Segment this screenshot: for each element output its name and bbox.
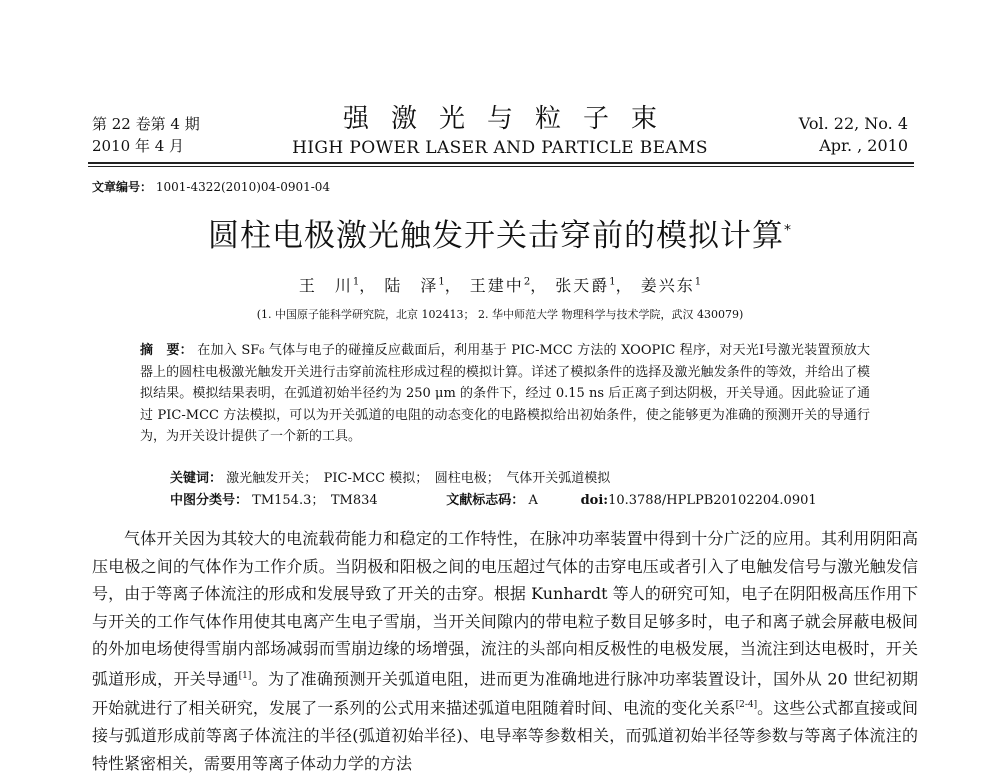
doi-value: 10.3788/HPLPB20102204.0901 <box>608 493 817 508</box>
header-rule-thin <box>88 166 914 167</box>
title-footnote-mark: * <box>784 222 792 239</box>
doc-code-label: 文献标志码： <box>446 493 525 508</box>
body-text <box>92 525 918 777</box>
body-paragraph: 气体开关因为其较大的电流载荷能力和稳定的工作特性，在脉冲功率装置中得到十分广泛的应用。其利用阴阳高压电极之间的气体作为工作介质。当阴极和阳极之间的电压超过气体的击穿电压或者引入了电触发信号与激光触发信号，由于等离子体流注的形成和发展导致了开关的击穿。根据 Kunhardt 等人的研究可知，电子在阴阳极高压作用下与开关的工作气体作用使其电离产生电子雪崩，当开关间隙内的带电粒子数目足够多时，电子和离子就会屏蔽电极间的外加电场使得雪崩内部场减弱而雪崩边缘的场增强，流注的头部向相反极性的电极发展，当流注到达电极时，开关弧道形成，开关导通[1]。为了准确预测开关弧道电阻，进而更为准确地进行脉冲功率装置设计，国外从 20 世纪初期开始就进行了相关研究，发展了一系列的公式用来描述弧道电阻随着时间、电流的变化关系[2-4]。这些公式都直接或间接与弧道形成前等离子体流注的半径(弧道初始半径)、电导率等参数相关，而弧道初始半径等参数与等离子体流注的特性紧密相关，需要用等离子体动力学的方法 <box>92 529 918 773</box>
volume-en: Vol. 22, No. 4 <box>798 114 908 133</box>
journal-name <box>280 103 720 159</box>
affiliations: (1. 中国原子能科学研究院，北京 102413； 2. 华中师范大学 物理科学与技术学院，武汉 430079) <box>256 308 744 321</box>
author: 陆 泽$^1$ <box>384 276 445 295</box>
doc-code-value: A <box>528 493 538 508</box>
date-en: Apr. , 2010 <box>819 136 908 155</box>
header-rule-thick <box>88 162 914 164</box>
author: 姜兴东$^1$ <box>640 276 702 295</box>
paper-title <box>0 210 1000 255</box>
date-cn: 2010 年 4 月 <box>92 137 185 155</box>
abstract-label: 摘 要： <box>140 343 193 358</box>
article-number-label: 文章编号： <box>92 180 153 194</box>
author: 王建中$^2$ <box>469 276 531 295</box>
article-number-value: 1001-4322(2010)04-0901-04 <box>155 180 331 194</box>
citation-ref: [2-4] <box>735 700 758 711</box>
keywords-label: 关键词： <box>170 471 223 486</box>
author: 王 川$^1$ <box>298 276 360 295</box>
clc-label: 中图分类号： <box>170 493 249 508</box>
journal-name-en: HIGH POWER LASER AND PARTICLE BEAMS <box>292 138 708 158</box>
article-number <box>92 178 330 195</box>
journal-name-cn: 强激光与粒子束 <box>342 104 679 134</box>
clc-value: TM154.3； TM834 <box>252 493 378 508</box>
author: 张天爵$^1$ <box>555 276 616 295</box>
journal-issue-en <box>799 113 908 157</box>
keywords <box>170 467 870 486</box>
abstract <box>140 340 870 448</box>
citation-ref: [1] <box>238 670 252 681</box>
abstract-text: 在加入 SF₆ 气体与电子的碰撞反应截面后，利用基于 PIC-MCC 方法的 XOOPIC 程序，对天光Ⅰ号激光装置预放大器上的圆柱电极激光触发开关进行击穿前流柱形成过程的模拟计算。详述了模拟条件的选择及激光触发条件的等效，并给出了模拟结果。模拟结果表明，在弧道初始半径约为 250 μm 的条件下，经过 0.15 ns 后正离子到达阴极，开关导通。因此验证了通过 PIC-MCC 方法模拟，可以为开关弧道的电阻的动态变化的电路模拟给出初始条件，使之能够更为准确的预测开关的导通行为，为开关设计提供了一个新的工具。 <box>140 343 870 444</box>
doi-label: doi: <box>580 493 609 508</box>
volume-cn: 第 22 卷第 4 期 <box>92 115 200 133</box>
author-list: 王 川$^1$， 陆 泽$^1$， 王建中$^2$， 张天爵$^1$， 姜兴东$^1$ <box>298 276 702 295</box>
keywords-text: 激光触发开关； PIC-MCC 模拟； 圆柱电极； 气体开关弧道模拟 <box>226 471 611 486</box>
paper-title-text: 圆柱电极激光触发开关击穿前的模拟计算 <box>208 218 784 254</box>
classification-line <box>170 489 870 508</box>
journal-issue-cn <box>92 113 200 157</box>
